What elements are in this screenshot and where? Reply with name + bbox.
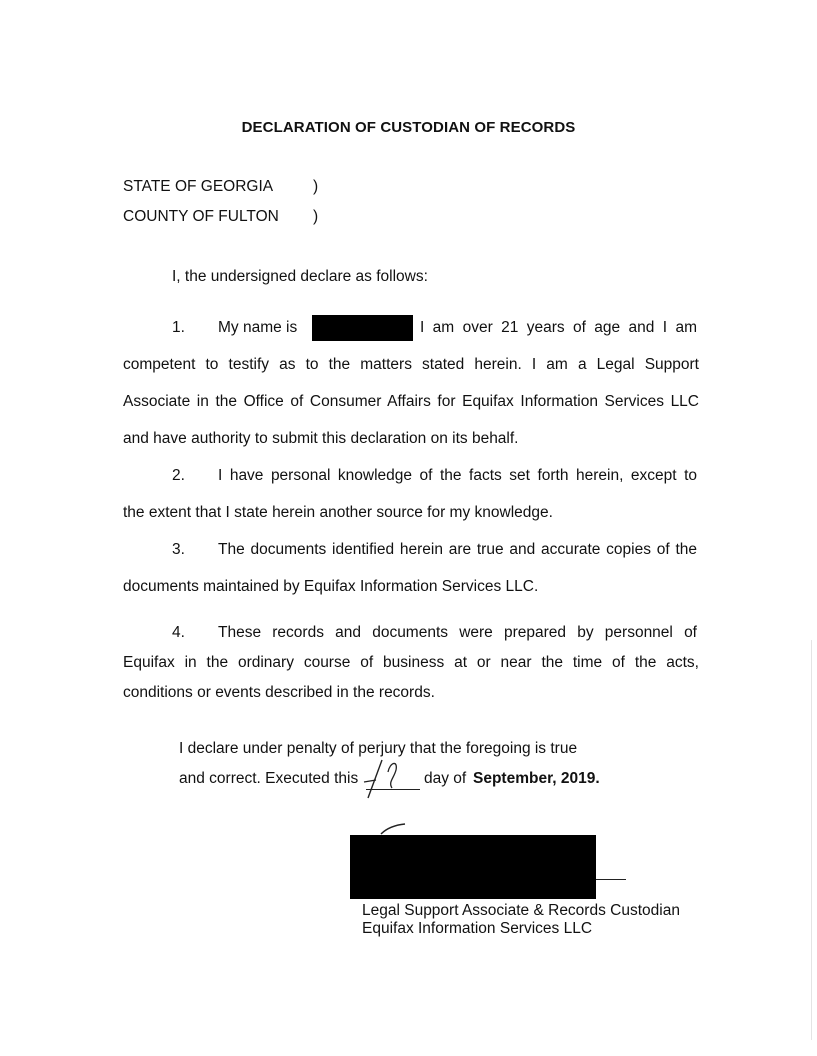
signer-title: Legal Support Associate & Records Custodian	[362, 902, 680, 919]
scan-edge	[811, 640, 812, 1040]
venue-state: STATE OF GEORGIA	[123, 178, 274, 195]
signature-stroke	[379, 822, 409, 836]
closing-line: I declare under penalty of perjury that the foregoing is true	[179, 740, 578, 757]
paragraph-number: 4.	[172, 624, 185, 641]
paragraph-number: 3.	[172, 541, 185, 558]
paragraph-text: I have personal knowledge of the facts set forth herein, except to	[218, 467, 697, 484]
paragraph-text: Equifax in the ordinary course of business at or near the time of the acts,	[123, 654, 699, 671]
paragraph-text: and have authority to submit this declaration on its behalf.	[123, 430, 519, 447]
venue-county: COUNTY OF FULTON	[123, 208, 279, 225]
paragraph-text: competent to testify as to the matters stated herein. I am a Legal Support	[123, 356, 699, 373]
signature-line	[596, 879, 626, 880]
venue-paren: )	[313, 208, 319, 225]
handwritten-day-mark	[362, 752, 418, 802]
closing-middle: day of	[424, 770, 467, 787]
signature-redaction-box	[350, 835, 596, 899]
paragraph-text: conditions or events described in the records.	[123, 684, 435, 701]
redaction-box	[312, 315, 413, 341]
closing-date: September, 2019.	[473, 770, 600, 787]
paragraph-text: My name is	[218, 319, 298, 336]
venue-paren: )	[313, 178, 319, 195]
paragraph-number: 2.	[172, 467, 185, 484]
paragraph-text: These records and documents were prepared by personnel of	[218, 624, 697, 641]
closing-prefix: and correct. Executed this	[179, 770, 359, 787]
paragraph-text: The documents identified herein are true and accurate copies of the	[218, 541, 697, 558]
signer-company: Equifax Information Services LLC	[362, 920, 593, 937]
paragraph-text: Associate in the Office of Consumer Affairs for Equifax Information Services LLC	[123, 393, 699, 410]
paragraph-number: 1.	[172, 319, 185, 336]
document-title: DECLARATION OF CUSTODIAN OF RECORDS	[241, 119, 576, 136]
paragraph-text: I am over 21 years of age and I am	[420, 319, 697, 336]
intro-line: I, the undersigned declare as follows:	[172, 268, 428, 285]
paragraph-text: documents maintained by Equifax Information Services LLC.	[123, 578, 539, 595]
paragraph-text: the extent that I state herein another source for my knowledge.	[123, 504, 553, 521]
